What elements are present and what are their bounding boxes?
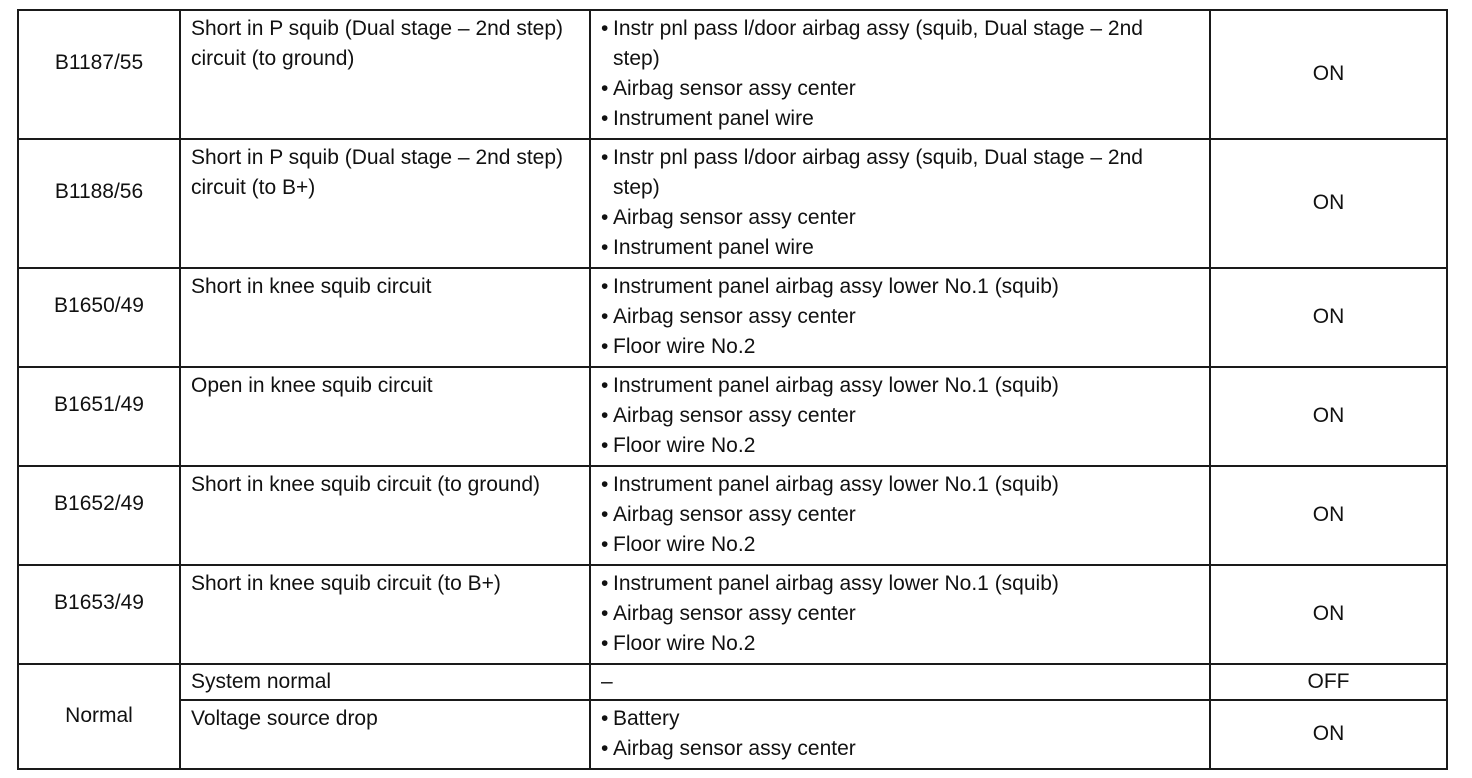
list-item-text: Airbag sensor assy center (613, 737, 856, 760)
warning-light-status: ON (1210, 139, 1447, 268)
bullet-icon: • (601, 335, 609, 358)
list-item (601, 272, 1169, 302)
bullet-icon: • (601, 707, 609, 730)
trouble-area-list (601, 371, 1169, 461)
list-item-text: Floor wire No.2 (613, 335, 756, 358)
list-item-text: Airbag sensor assy center (613, 305, 856, 328)
list-item (601, 704, 1169, 734)
bullet-icon: • (601, 17, 609, 40)
bullet-icon: • (601, 404, 609, 427)
bullet-icon: • (601, 305, 609, 328)
detection-item: Short in P squib (Dual stage – 2nd step) circuit (to ground) (180, 10, 590, 139)
bullet-icon: • (601, 533, 609, 556)
list-item (601, 530, 1169, 560)
list-item-text: Instrument panel airbag assy lower No.1 (squib) (613, 473, 1059, 496)
list-item (601, 734, 1169, 764)
list-item-text: Instrument panel wire (613, 236, 814, 259)
list-item (601, 302, 1169, 332)
bullet-icon: • (601, 632, 609, 655)
list-item (601, 203, 1169, 233)
bullet-icon: • (601, 77, 609, 100)
dtc-code: B1188/56 (18, 139, 180, 268)
detection-item: Short in knee squib circuit (180, 268, 590, 367)
trouble-area (590, 10, 1210, 139)
list-item (601, 500, 1169, 530)
list-item-text: Instr pnl pass l/door airbag assy (squib, Dual stage – 2nd step) (613, 146, 1143, 199)
list-item (601, 74, 1169, 104)
trouble-area: – (590, 664, 1210, 700)
list-item (601, 470, 1169, 500)
dtc-table (17, 9, 1448, 770)
list-item (601, 233, 1169, 263)
list-item-text: Floor wire No.2 (613, 434, 756, 457)
list-item (601, 332, 1169, 362)
list-item (601, 629, 1169, 659)
bullet-icon: • (601, 374, 609, 397)
bullet-icon: • (601, 473, 609, 496)
trouble-area-list (601, 704, 1169, 764)
table-row (18, 139, 1447, 268)
bullet-icon: • (601, 236, 609, 259)
bullet-icon: • (601, 572, 609, 595)
dtc-code: B1650/49 (18, 268, 180, 367)
warning-light-status: ON (1210, 10, 1447, 139)
list-item-text: Floor wire No.2 (613, 632, 756, 655)
bullet-icon: • (601, 434, 609, 457)
trouble-area (590, 565, 1210, 664)
list-item-text: Battery (613, 707, 680, 730)
bullet-icon: • (601, 275, 609, 298)
dtc-code: B1652/49 (18, 466, 180, 565)
trouble-area (590, 139, 1210, 268)
trouble-area (590, 367, 1210, 466)
list-item (601, 371, 1169, 401)
list-item (601, 599, 1169, 629)
warning-light-status: ON (1210, 700, 1447, 769)
trouble-area (590, 466, 1210, 565)
dtc-code: Normal (18, 664, 180, 769)
trouble-area-list (601, 470, 1169, 560)
warning-light-status: OFF (1210, 664, 1447, 700)
bullet-icon: • (601, 503, 609, 526)
dtc-code: B1187/55 (18, 10, 180, 139)
detection-item: Voltage source drop (180, 700, 590, 769)
table-row (18, 10, 1447, 139)
table-row (18, 565, 1447, 664)
list-item (601, 104, 1169, 134)
detection-item: Short in knee squib circuit (to ground) (180, 466, 590, 565)
trouble-area-list (601, 14, 1169, 134)
table-row (18, 367, 1447, 466)
list-item-text: Instrument panel wire (613, 107, 814, 130)
trouble-area-list (601, 143, 1169, 263)
table-row (18, 466, 1447, 565)
bullet-icon: • (601, 107, 609, 130)
warning-light-status: ON (1210, 466, 1447, 565)
list-item (601, 569, 1169, 599)
detection-item: Short in P squib (Dual stage – 2nd step) circuit (to B+) (180, 139, 590, 268)
detection-item: Short in knee squib circuit (to B+) (180, 565, 590, 664)
warning-light-status: ON (1210, 268, 1447, 367)
list-item-text: Airbag sensor assy center (613, 206, 856, 229)
list-item-text: Airbag sensor assy center (613, 404, 856, 427)
list-item-text: Floor wire No.2 (613, 533, 756, 556)
list-item-text: Instrument panel airbag assy lower No.1 (squib) (613, 572, 1059, 595)
warning-light-status: ON (1210, 565, 1447, 664)
table-row (18, 700, 1447, 769)
bullet-icon: • (601, 146, 609, 169)
bullet-icon: • (601, 602, 609, 625)
list-item-text: Instrument panel airbag assy lower No.1 (squib) (613, 275, 1059, 298)
warning-light-status: ON (1210, 367, 1447, 466)
trouble-area-list (601, 569, 1169, 659)
list-item-text: Airbag sensor assy center (613, 602, 856, 625)
bullet-icon: • (601, 737, 609, 760)
list-item (601, 431, 1169, 461)
list-item (601, 143, 1169, 203)
table-row (18, 664, 1447, 700)
trouble-area (590, 268, 1210, 367)
dtc-code: B1651/49 (18, 367, 180, 466)
detection-item: System normal (180, 664, 590, 700)
table-row (18, 268, 1447, 367)
detection-item: Open in knee squib circuit (180, 367, 590, 466)
trouble-area (590, 700, 1210, 769)
list-item-text: Instrument panel airbag assy lower No.1 (squib) (613, 374, 1059, 397)
list-item-text: Airbag sensor assy center (613, 77, 856, 100)
trouble-area-list (601, 272, 1169, 362)
dtc-code: B1653/49 (18, 565, 180, 664)
list-item (601, 14, 1169, 74)
list-item-text: Airbag sensor assy center (613, 503, 856, 526)
bullet-icon: • (601, 206, 609, 229)
list-item-text: Instr pnl pass l/door airbag assy (squib, Dual stage – 2nd step) (613, 17, 1143, 70)
list-item (601, 401, 1169, 431)
